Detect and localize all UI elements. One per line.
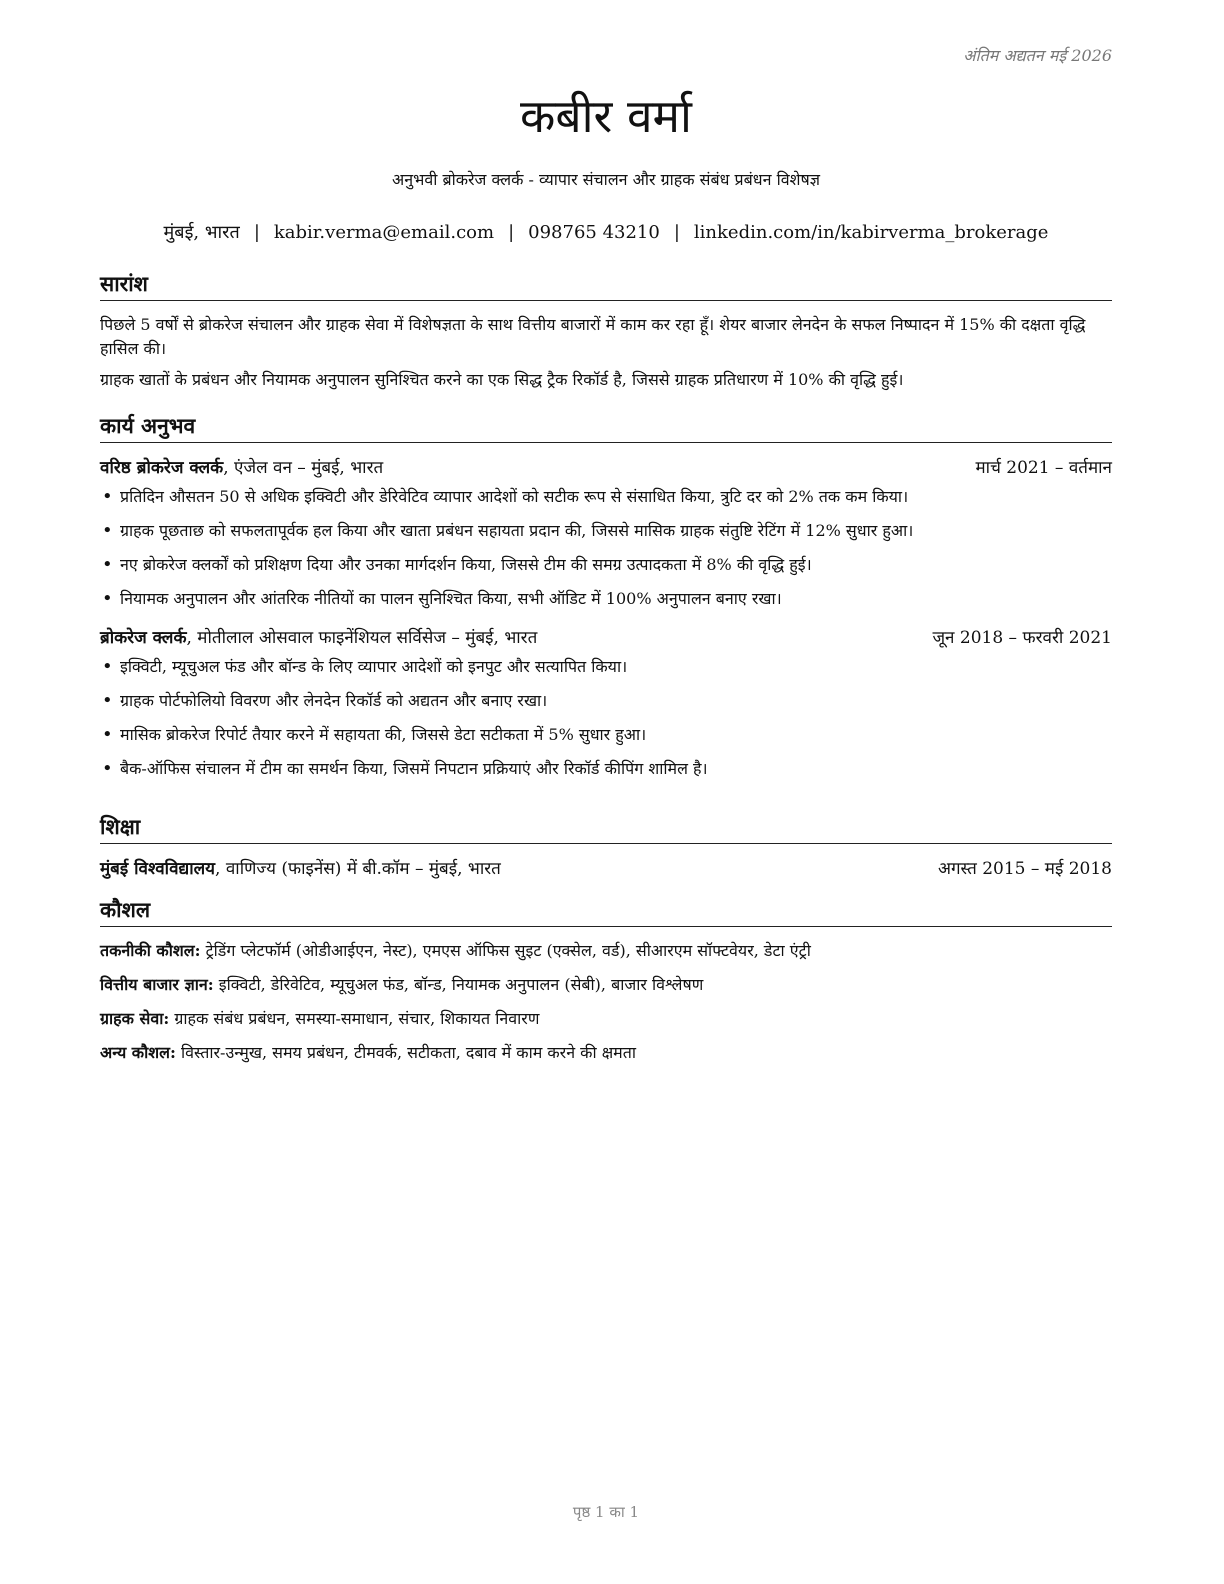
list-item: • नए ब्रोकरेज क्लर्कों को प्रशिक्षण दिया और उनका मार्गदर्शन किया, जिससे टीम की समग्र उत्पादकता में 8% की वृद्धि हुई। [100,553,1112,577]
job-dates: जून 2018 – फरवरी 2021 [932,628,1112,648]
contact-separator: | [508,222,515,243]
experience-section [100,412,1112,791]
candidate-name: कबीर वर्मा [520,89,692,143]
job-entry [100,625,1112,781]
summary-paragraph: ग्राहक खातों के प्रबंधन और नियामक अनुपालन सुनिश्चित करने का एक सिद्ध ट्रैक रिकॉर्ड है, जिससे ग्राहक प्रतिधारण में 10% की वृद्धि हुई। [100,370,904,389]
skill-row [100,973,1112,997]
contact-linkedin[interactable]: linkedin.com/in/kabirverma_brokerage [693,222,1049,243]
skill-label: ग्राहक सेवा: [100,1009,170,1028]
skill-value: इक्विटी, डेरिवेटिव, म्यूचुअल फंड, बॉन्ड, नियामक अनुपालन (सेबी), बाजार विश्लेषण [213,975,704,994]
list-item: • मासिक ब्रोकरेज रिपोर्ट तैयार करने में सहायता की, जिससे डेटा सटीकता में 5% सुधार हुआ। [100,723,1112,747]
list-item: • इक्विटी, म्यूचुअल फंड और बॉन्ड के लिए व्यापार आदेशों को इनपुट और सत्यापित किया। [100,655,1112,679]
contact-separator: | [253,222,260,243]
degree: , वाणिज्य (फाइनेंस) में बी.कॉम – मुंबई, भारत [215,859,501,879]
education-dates: अगस्त 2015 – मई 2018 [937,859,1112,879]
job-org: , एंजेल वन – मुंबई, भारत [223,458,384,478]
page-number: पृष्ठ 1 का 1 [572,1503,640,1521]
summary-paragraph: पिछले 5 वर्षों से ब्रोकरेज संचालन और ग्राहक सेवा में विशेषज्ञता के साथ वित्तीय बाजारों में काम कर रहा हूँ। शेयर बाजार लेनदेन के सफल निष्पादन में 15% की दक्षता वृद्धि हासिल की। [100,315,1086,358]
tagline: अनुभवी ब्रोकरेज क्लर्क - व्यापार संचालन और ग्राहक संबंध प्रबंधन विशेषज्ञ [391,170,821,189]
list-item: • नियामक अनुपालन और आंतरिक नीतियों का पालन सुनिश्चित किया, सभी ऑडिट में 100% अनुपालन बनाए रखा। [100,587,1112,611]
job-role: ब्रोकरेज क्लर्क [100,628,187,648]
section-title-skills: कौशल [100,896,1112,927]
skill-row [100,1007,1112,1031]
job-header [100,455,1112,481]
job-entry [100,455,1112,611]
skill-label: अन्य कौशल: [100,1043,176,1062]
list-item: • प्रतिदिन औसतन 50 से अधिक इक्विटी और डेरिवेटिव व्यापार आदेशों को सटीक रूप से संसाधित किया, त्रुटि दर को 2% तक कम किया। [100,485,1112,509]
job-bullets [100,655,1112,781]
school-name: मुंबई विश्वविद्यालय [100,859,216,879]
education-entry [100,856,1112,882]
list-item: • बैक-ऑफिस संचालन में टीम का समर्थन किया, जिसमें निपटान प्रक्रियाएं और रिकॉर्ड कीपिंग शामिल है। [100,757,1112,781]
job-header [100,625,1112,651]
section-title-experience: कार्य अनुभव [100,412,1112,443]
list-item: • ग्राहक पूछताछ को सफलतापूर्वक हल किया और खाता प्रबंधन सहायता प्रदान की, जिससे मासिक ग्राहक संतुष्टि रेटिंग में 12% सुधार हुआ। [100,519,1112,543]
job-role: वरिष्ठ ब्रोकरेज क्लर्क [100,458,224,478]
skill-label: वित्तीय बाजार ज्ञान: [100,975,214,994]
resume-page [100,0,1112,1584]
last-updated: अंतिम अद्यतन मई 2026 [963,46,1112,65]
section-title-education: शिक्षा [100,813,1112,844]
job-title-line [100,625,537,651]
skill-label: तकनीकी कौशल: [100,941,201,960]
contact-email[interactable]: kabir.verma@email.com [273,222,495,243]
job-title-line [100,455,383,481]
summary-section [100,270,1112,399]
job-dates: मार्च 2021 – वर्तमान [975,458,1112,478]
skill-value: विस्तार-उन्मुख, समय प्रबंधन, टीमवर्क, सटीकता, दबाव में काम करने की क्षमता [175,1043,637,1062]
contact-line [100,220,1112,244]
skill-value: ग्राहक संबंध प्रबंधन, समस्या-समाधान, संचार, शिकायत निवारण [169,1009,540,1028]
contact-location: मुंबई, भारत [163,222,240,243]
skill-row [100,939,1112,963]
job-bullets [100,485,1112,611]
job-org: , मोतीलाल ओसवाल फाइनेंशियल सर्विसेज – मुंबई, भारत [186,628,538,648]
section-title-summary: सारांश [100,270,1112,301]
list-item: • ग्राहक पोर्टफोलियो विवरण और लेनदेन रिकॉर्ड को अद्यतन और बनाए रखा। [100,689,1112,713]
contact-phone[interactable]: 098765 43210 [528,222,660,243]
contact-separator: | [673,222,680,243]
education-section [100,813,1112,882]
skill-value: ट्रेडिंग प्लेटफॉर्म (ओडीआईएन, नेस्ट), एमएस ऑफिस सुइट (एक्सेल, वर्ड), सीआरएम सॉफ्टवेयर, डेटा एंट्री [200,941,811,960]
education-line [100,856,501,882]
skills-section [100,896,1112,1075]
skill-row [100,1041,1112,1065]
